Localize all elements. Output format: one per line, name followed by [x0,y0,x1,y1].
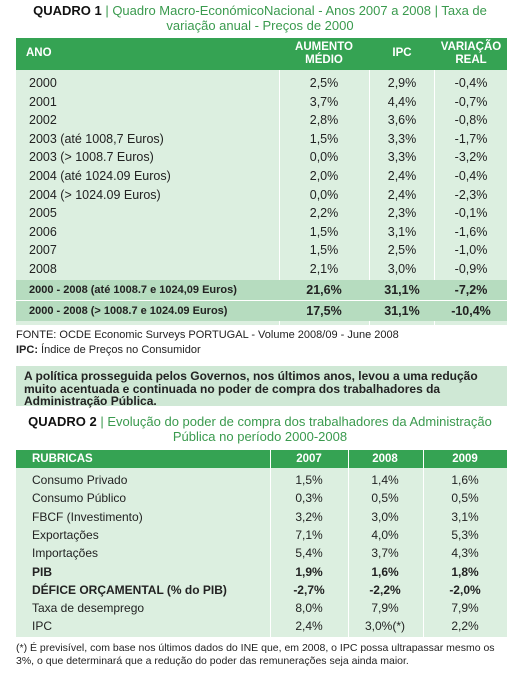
summary-aumento: 17,5% [306,304,342,318]
callout-box: A política prosseguida pelos Governos, nos últimos anos, levou a uma redução muito acentuada e continuada no poder de compra dos trabalhadores da Administração Pública. [16,366,507,406]
ipc-cell: 3,6% [387,113,417,128]
table-row [16,544,507,562]
year-cell: 2002 [29,113,57,128]
header-variacao-line2: REAL [455,54,487,66]
ipc-cell: 3,1% [387,224,417,239]
value-2008-cell: -2,2% [369,582,401,597]
summary-variacao: -7,2% [454,283,488,297]
table-row [16,204,507,222]
aumento-cell: 2,5% [309,76,339,90]
quadro1-title-text: Quadro Macro-EconómicoNacional - Anos 2007 a 2008 | Taxa de variação anual - Preços de 2000 [112,3,487,33]
rubrica-cell: Exportações [32,527,99,542]
variacao-cell: -0,4% [454,76,488,90]
summary-row [16,280,507,300]
quadro2-title [10,414,510,444]
ipc-cell: 3,3% [387,150,417,165]
ipc-cell: 4,4% [387,94,417,109]
value-2009-cell: 5,3% [451,527,479,542]
summary-ipc: 31,1% [384,304,420,318]
table-row [16,617,507,635]
quadro2-title-text: Evolução do poder de compra dos trabalhadores da Administração Pública no período 2000-2008 [107,414,492,444]
year-cell: 2007 [29,243,57,258]
header-rubricas: RUBRICAS [32,453,93,465]
summary-label: 2000 - 2008 (> 1008.7 e 1024.09 Euros) [29,305,228,317]
variacao-cell: -1,6% [454,224,488,239]
value-2009-cell: 1,8% [451,564,479,579]
rubrica-cell: IPC [32,619,53,634]
quadro1-title [10,3,510,33]
year-cell: 2003 (até 1008,7 Euros) [29,131,164,146]
header-aumento-medio [282,41,366,67]
quadro1-separator: | [101,3,113,18]
aumento-cell: 2,2% [309,206,339,221]
year-cell: 2006 [29,224,57,239]
year-cell: 2005 [29,206,57,221]
value-2008-cell: 3,7% [371,546,399,561]
quadro1-label: QUADRO 1 [33,3,102,18]
value-2008-cell: 1,4% [371,473,399,487]
summary-row [16,301,507,321]
value-2007-cell: 5,4% [295,546,323,561]
aumento-cell: 1,5% [309,224,339,239]
quadro2-table [16,450,507,637]
table-row [16,260,507,278]
ipc-cell: 3,0% [387,262,417,276]
header-ipc: IPC [392,47,412,59]
variacao-cell: -1,0% [454,243,488,258]
value-2007-cell: 7,1% [295,527,323,542]
ipc-cell: 2,4% [387,187,417,202]
rubrica-cell: Importações [32,546,99,561]
header-ano: ANO [26,47,52,59]
summary-aumento: 21,6% [306,283,342,297]
rubrica-cell: FBCF (Investimento) [32,509,143,524]
table-row [16,563,507,581]
value-2007-cell: 3,2% [295,509,323,524]
variacao-cell: -0,9% [454,262,488,276]
value-2009-cell: -2,0% [449,582,481,597]
variacao-cell: -0,7% [454,94,488,109]
value-2008-cell: 7,9% [371,601,399,616]
source-note: FONTE: OCDE Economic Surveys PORTUGAL - Volume 2008/09 - June 2008 [16,329,399,341]
header-2009: 2009 [452,453,478,465]
year-cell: 2008 [29,262,57,276]
table-row [16,508,507,526]
header-aumento-line2: MÉDIO [305,54,343,66]
rubrica-cell: Taxa de desemprego [32,601,145,616]
value-2009-cell: 7,9% [451,601,479,616]
ipc-cell: 2,5% [387,243,417,258]
table-row [16,489,507,507]
footnote: (*) É previsível, com base nos últimos dados do INE que, em 2008, o IPC possa ultrapassar mesmo os 3%, o que determinará que a redução do poder das remunerações seja ainda maior. [16,642,495,667]
aumento-cell: 3,7% [309,94,339,109]
year-cell: 2003 (> 1008.7 Euros) [29,150,154,165]
year-cell: 2001 [29,94,57,109]
year-cell: 2004 (> 1024.09 Euros) [29,187,161,202]
header-variacao-real [436,41,506,67]
header-aumento-line1: AUMENTO [295,41,353,53]
table-row [16,74,507,92]
value-2009-cell: 2,2% [451,619,479,634]
header-2007: 2007 [296,453,322,465]
table-row [16,223,507,241]
quadro2-label: QUADRO 2 [28,414,97,429]
table-row [16,130,507,148]
variacao-cell: -1,7% [454,131,488,146]
variacao-cell: -0,4% [454,169,488,183]
table-row [16,167,507,185]
value-2008-cell: 0,5% [371,491,399,506]
ipc-cell: 2,4% [387,169,417,183]
value-2007-cell: 2,4% [295,619,323,634]
value-2007-cell: 8,0% [295,601,323,616]
aumento-cell: 2,1% [309,262,339,276]
variacao-cell: -0,1% [454,206,488,221]
aumento-cell: 2,0% [309,169,339,183]
value-2008-cell: 3,0% [371,509,399,524]
ipc-note [16,344,201,356]
aumento-cell: 1,5% [309,243,339,258]
ipc-cell: 2,9% [387,76,417,90]
ipc-note-text: Índice de Preços no Consumidor [38,344,201,356]
aumento-cell: 0,0% [309,150,339,165]
value-2007-cell: 1,9% [295,564,323,579]
aumento-cell: 1,5% [309,131,339,146]
variacao-cell: -3,2% [454,150,488,165]
table-row [16,186,507,204]
value-2007-cell: -2,7% [293,582,325,597]
table-row [16,526,507,544]
value-2009-cell: 4,3% [451,546,479,561]
value-2009-cell: 0,5% [451,491,479,506]
ipc-cell: 2,3% [387,206,417,221]
aumento-cell: 2,8% [309,113,339,128]
value-2008-cell: 1,6% [371,564,399,579]
rubrica-cell: Consumo Privado [32,473,128,487]
rubrica-cell: PIB [32,564,53,579]
rubrica-cell: DÉFICE ORÇAMENTAL (% do PIB) [32,582,227,597]
table-row [16,599,507,617]
variacao-cell: -0,8% [454,113,488,128]
aumento-cell: 0,0% [309,187,339,202]
value-2008-cell: 3,0%(*) [364,619,405,634]
header-variacao-line1: VARIAÇÃO [440,41,502,53]
table-row [16,581,507,599]
value-2009-cell: 3,1% [451,509,479,524]
year-cell: 2004 (até 1024.09 Euros) [29,169,171,183]
quadro2-separator: | [96,414,108,429]
summary-label: 2000 - 2008 (até 1008.7 e 1024,09 Euros) [29,284,237,296]
variacao-cell: -2,3% [454,187,488,202]
table-row [16,471,507,489]
value-2008-cell: 4,0% [371,527,399,542]
year-cell: 2000 [29,76,57,90]
table-row [16,111,507,129]
ipc-note-label: IPC: [16,344,38,356]
quadro1-table [16,38,507,325]
value-2009-cell: 1,6% [451,473,479,487]
table-row [16,241,507,259]
quadro1-header-row [16,38,507,70]
value-2007-cell: 1,5% [295,473,323,487]
rubrica-cell: Consumo Público [32,491,127,506]
quadro2-header-row [16,450,507,468]
summary-variacao: -10,4% [451,304,491,318]
ipc-cell: 3,3% [387,131,417,146]
value-2007-cell: 0,3% [295,491,323,506]
table-row [16,148,507,166]
summary-ipc: 31,1% [384,283,420,297]
header-2008: 2008 [372,453,398,465]
table-row [16,93,507,111]
